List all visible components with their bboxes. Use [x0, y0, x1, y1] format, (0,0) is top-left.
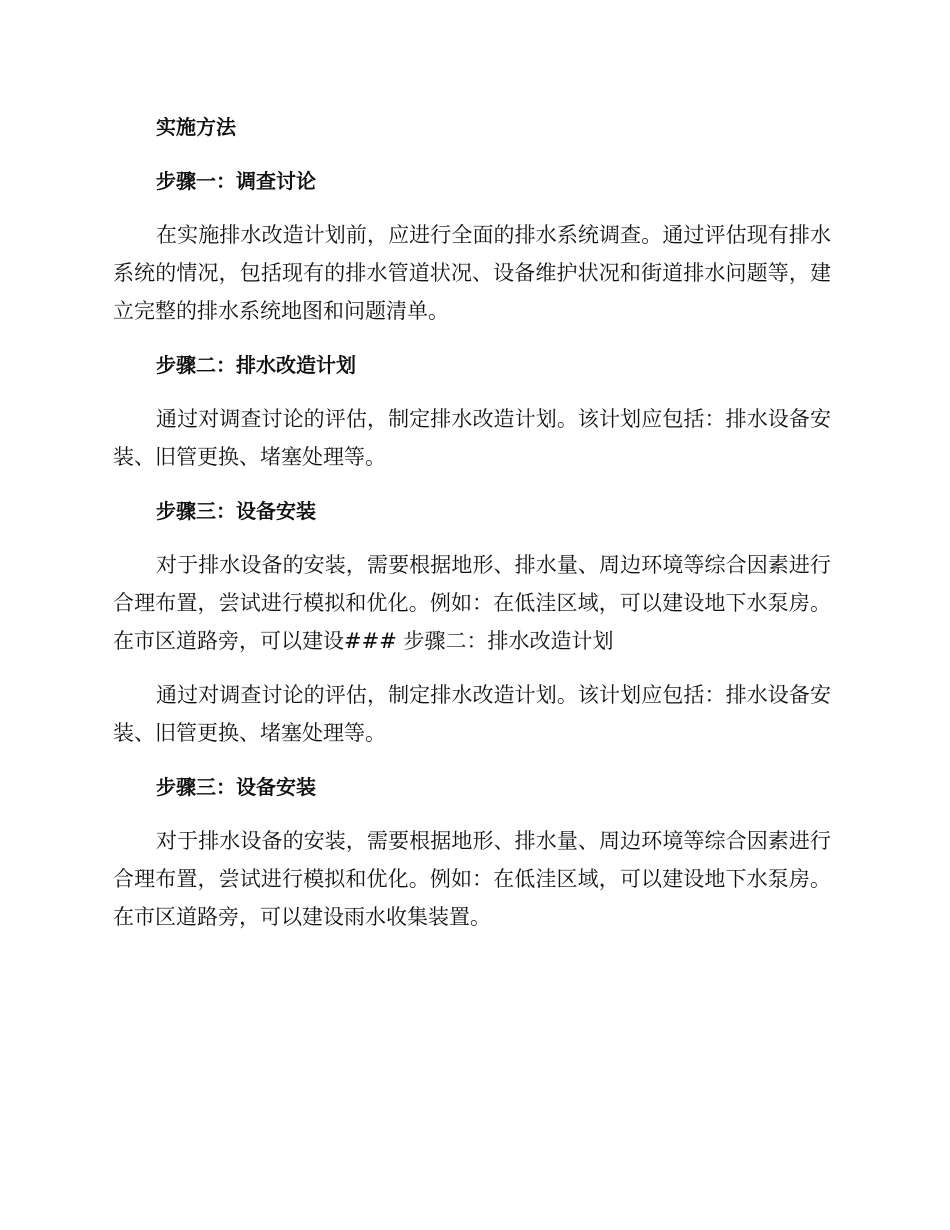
- section-title: 实施方法: [156, 115, 236, 139]
- step-heading-investigation: 步骤一：调查讨论: [156, 169, 316, 193]
- paragraph-plan-repeat: 通过对调查讨论的评估，制定排水改造计划。该计划应包括：排水设备安装、旧管更换、堵塞处理等。: [113, 683, 831, 745]
- paragraph-plan: 通过对调查讨论的评估，制定排水改造计划。该计划应包括：排水设备安装、旧管更换、堵塞处理等。: [113, 407, 831, 469]
- paragraph-investigation: 在实施排水改造计划前，应进行全面的排水系统调查。通过评估现有排水系统的情况，包括现有的排水管道状况、设备维护状况和街道排水问题等，建立完整的排水系统地图和问题清单。: [113, 223, 831, 323]
- paragraph-installation-repeat: 对于排水设备的安装，需要根据地形、排水量、周边环境等综合因素进行合理布置，尝试进行模拟和优化。例如：在低洼区域，可以建设地下水泵房。在市区道路旁，可以建设雨水收集装置。: [113, 829, 831, 929]
- step-heading-installation: 步骤三：设备安装: [156, 499, 316, 523]
- step-heading-plan: 步骤二：排水改造计划: [156, 353, 356, 377]
- step-heading-installation-repeat: 步骤三：设备安装: [156, 775, 316, 799]
- paragraph-installation: 对于排水设备的安装，需要根据地形、排水量、周边环境等综合因素进行合理布置，尝试进行模拟和优化。例如：在低洼区域，可以建设地下水泵房。在市区道路旁，可以建设### 步骤二：排水改造计划: [113, 553, 831, 653]
- document-body: [113, 108, 831, 952]
